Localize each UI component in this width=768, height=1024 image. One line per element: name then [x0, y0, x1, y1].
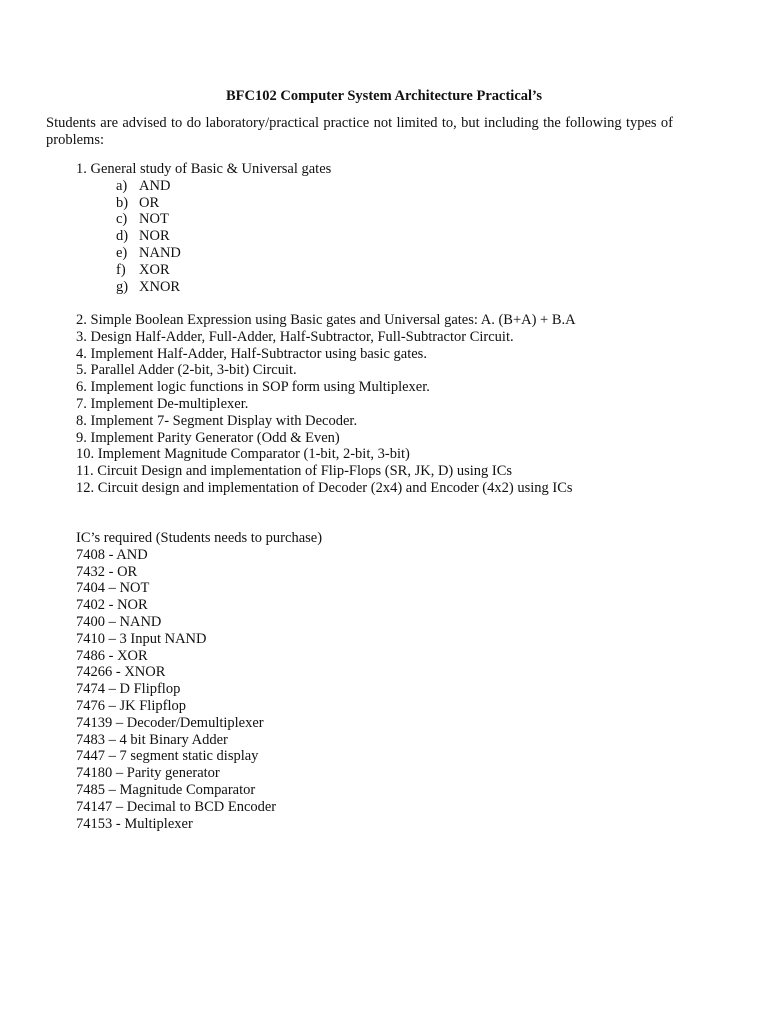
ic-list-item: 7410 – 3 Input NAND — [76, 630, 207, 647]
ic-list-item: 74153 - Multiplexer — [76, 815, 193, 832]
list-number: 11. — [76, 463, 94, 480]
gate-letter: e) — [116, 244, 128, 261]
list-item-4 — [76, 346, 576, 363]
gate-item-xnor — [76, 279, 331, 296]
gate-letter: d) — [116, 228, 129, 245]
gate-name: NOR — [139, 228, 170, 245]
list-text: Implement Parity Generator (Odd & Even) — [90, 429, 340, 446]
practicals-list — [76, 312, 576, 497]
gate-item-and — [76, 178, 331, 195]
ic-list-item: 7402 - NOR — [76, 597, 148, 614]
ic-list-item: 7485 – Magnitude Comparator — [76, 781, 256, 798]
list-number: 5. — [76, 362, 87, 379]
gate-name: XNOR — [139, 278, 181, 295]
list-item-1 — [76, 161, 331, 178]
list-item-5 — [76, 362, 576, 379]
list-text: Implement 7- Segment Display with Decoder. — [90, 412, 358, 429]
list-text: Implement Half-Adder, Half-Subtractor using basic gates. — [90, 345, 427, 362]
list-item-9 — [76, 430, 576, 447]
gate-name: NAND — [139, 244, 181, 261]
ic-list-item: 7476 – JK Flipflop — [76, 697, 186, 714]
list-text: Implement Magnitude Comparator (1-bit, 2-bit, 3-bit) — [97, 446, 410, 463]
gate-item-or — [76, 195, 331, 212]
gate-name: XOR — [139, 261, 170, 278]
list-item-2 — [76, 312, 576, 329]
list-number: 3. — [76, 328, 87, 345]
gate-letter: f) — [116, 261, 126, 278]
ic-list-item: 74266 - XNOR — [76, 664, 166, 681]
list-number: 9. — [76, 429, 87, 446]
ic-list-item: 74147 – Decimal to BCD Encoder — [76, 798, 277, 815]
list-number: 4. — [76, 345, 87, 362]
list-item-10 — [76, 446, 576, 463]
list-item-6 — [76, 379, 576, 396]
gate-item-nor — [76, 228, 331, 245]
list-number: 8. — [76, 412, 87, 429]
ic-list-item: 74139 – Decoder/Demultiplexer — [76, 714, 264, 731]
list-text: Parallel Adder (2-bit, 3-bit) Circuit. — [90, 362, 297, 379]
gate-name: AND — [139, 177, 171, 194]
list-text: Implement De-multiplexer. — [90, 395, 249, 412]
ic-list-item: 7404 – NOT — [76, 580, 150, 597]
ic-list-item: 7483 – 4 bit Binary Adder — [76, 731, 228, 748]
ic-list-item: 74180 – Parity generator — [76, 765, 220, 782]
gates-section — [76, 161, 331, 295]
list-number: 1. — [76, 161, 87, 177]
list-text: Circuit Design and implementation of Flip-Flops (SR, JK, D) using ICs — [97, 463, 513, 480]
ic-list-item: 7400 – NAND — [76, 613, 162, 630]
gate-item-xor — [76, 262, 331, 279]
ic-list-item: 7486 - XOR — [76, 647, 148, 664]
list-number: 2. — [76, 312, 87, 328]
gate-name: NOT — [139, 211, 169, 228]
gate-name: OR — [139, 194, 160, 211]
list-text: Design Half-Adder, Full-Adder, Half-Subtractor, Full-Subtractor Circuit. — [90, 328, 514, 345]
ic-list-item: 7447 – 7 segment static display — [76, 748, 259, 765]
list-text: Implement logic functions in SOP form using Multiplexer. — [90, 379, 430, 396]
gate-item-nand — [76, 245, 331, 262]
gate-letter: a) — [116, 177, 128, 194]
list-text: Simple Boolean Expression using Basic gates and Universal gates: A. (B+A) + B.A — [90, 312, 576, 328]
gate-letter: g) — [116, 278, 129, 295]
gate-letter: b) — [116, 194, 129, 211]
list-number: 7. — [76, 395, 87, 412]
gate-item-not — [76, 211, 331, 228]
document-title: BFC102 Computer System Architecture Practical’s — [226, 88, 542, 104]
list-text: General study of Basic & Universal gates — [90, 161, 332, 177]
list-item-12 — [76, 480, 576, 497]
ic-section — [76, 530, 322, 832]
list-number: 12. — [76, 479, 95, 496]
ic-list-item: 7474 – D Flipflop — [76, 681, 181, 698]
list-number: 6. — [76, 379, 87, 396]
ic-heading: IC’s required (Students needs to purchase) — [76, 530, 323, 546]
list-text: Circuit design and implementation of Decoder (2x4) and Encoder (4x2) using ICs — [97, 479, 573, 496]
list-item-7 — [76, 396, 576, 413]
list-number: 10. — [76, 446, 95, 463]
list-item-3 — [76, 329, 576, 346]
list-item-8 — [76, 413, 576, 430]
ic-list-item: 7408 - AND — [76, 546, 148, 563]
ic-list-item: 7432 - OR — [76, 563, 138, 580]
gate-letter: c) — [116, 211, 128, 228]
intro-paragraph: Students are advised to do laboratory/practical practice not limited to, but including the following types of problems: — [46, 115, 673, 148]
list-item-11 — [76, 463, 576, 480]
